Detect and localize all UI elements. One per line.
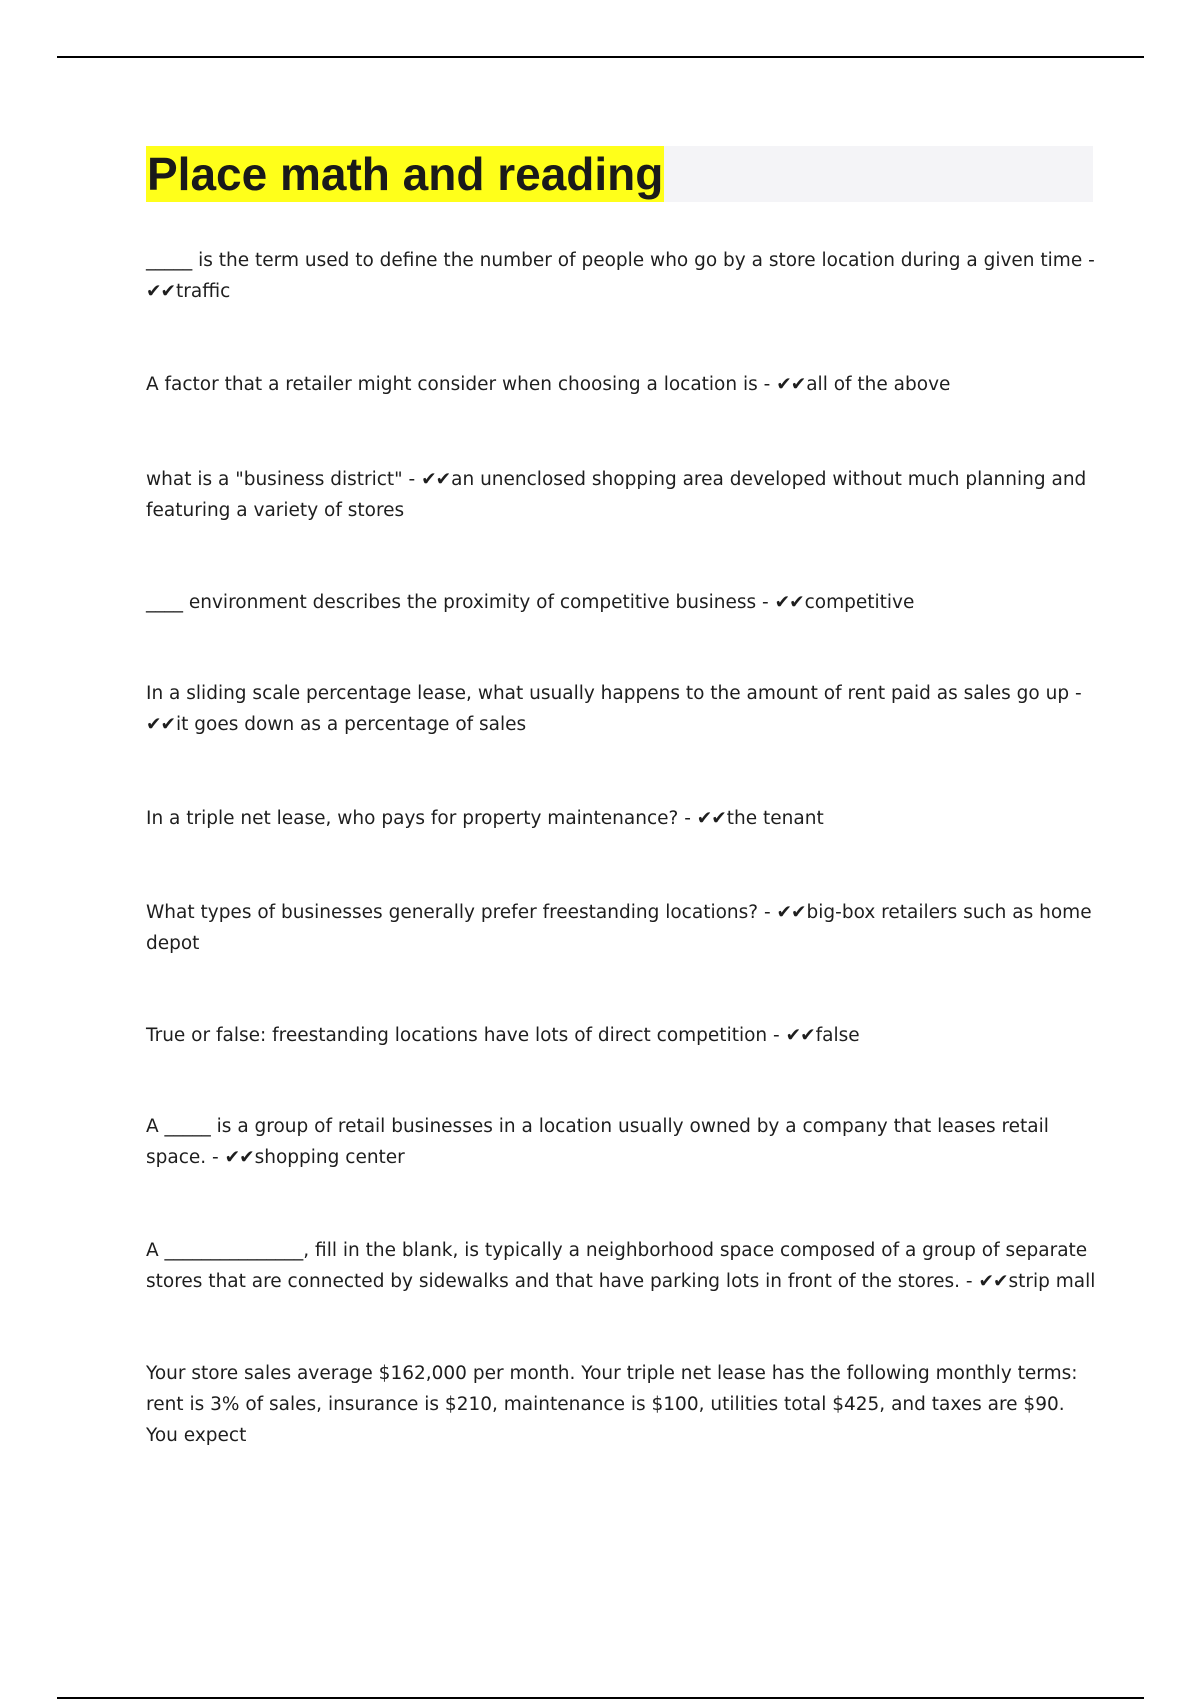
qa-item-7 — [146, 897, 1101, 959]
question-text: In a triple net lease, who pays for property maintenance? - — [146, 808, 697, 829]
qa-item-10 — [146, 1235, 1101, 1297]
qa-item-5 — [146, 678, 1101, 740]
bottom-rule — [57, 1697, 1144, 1699]
answer-text: big-box retailers such as home depot — [146, 902, 1092, 954]
answer-text: all of the above — [806, 374, 951, 395]
question-text: ____ environment describes the proximity of competitive business - — [146, 592, 775, 613]
question-text: _____ is the term used to define the number of people who go by a store location during a given time - — [146, 250, 1095, 271]
top-rule — [57, 56, 1144, 58]
question-text: True or false: freestanding locations have lots of direct competition - — [146, 1025, 786, 1046]
question-text: Your store sales average $162,000 per month. Your triple net lease has the following monthly terms: rent is 3% of sales, insurance is $210, maintenance is $100, utilities total $425, and taxes are $90. You expect — [146, 1363, 1078, 1446]
qa-item-3 — [146, 464, 1101, 526]
question-text: what is a "business district" - — [146, 469, 422, 490]
double-check-icon: ✔✔ — [776, 902, 806, 923]
qa-item-6 — [146, 803, 1101, 834]
answer-text: traffic — [176, 281, 231, 302]
qa-item-4 — [146, 587, 1101, 618]
qa-item-8 — [146, 1020, 1101, 1051]
double-check-icon: ✔✔ — [224, 1147, 254, 1168]
document-title: Place math and reading — [147, 148, 664, 200]
answer-text: shopping center — [254, 1147, 405, 1168]
double-check-icon: ✔✔ — [774, 592, 804, 613]
answer-text: an unenclosed shopping area developed without much planning and featuring a variety of stores — [146, 469, 1087, 521]
answer-text: false — [815, 1025, 860, 1046]
answer-text: it goes down as a percentage of sales — [176, 714, 527, 735]
double-check-icon: ✔✔ — [785, 1025, 815, 1046]
answer-text: the tenant — [726, 808, 824, 829]
question-text: In a sliding scale percentage lease, what usually happens to the amount of rent paid as sales go up - — [146, 683, 1082, 704]
qa-item-9 — [146, 1111, 1101, 1173]
double-check-icon: ✔✔ — [146, 281, 176, 302]
double-check-icon: ✔✔ — [776, 374, 806, 395]
question-text: A _____ is a group of retail businesses in a location usually owned by a company that leases retail space. - — [146, 1116, 1049, 1168]
answer-text: strip mall — [1008, 1271, 1096, 1292]
double-check-icon: ✔✔ — [421, 469, 451, 490]
question-text: A _______________, fill in the blank, is typically a neighborhood space composed of a group of separate stores that are connected by sidewalks and that have parking lots in front of the stores. - — [146, 1240, 1088, 1292]
double-check-icon: ✔✔ — [696, 808, 726, 829]
double-check-icon: ✔✔ — [146, 714, 176, 735]
qa-item-2 — [146, 369, 1101, 400]
qa-item-1 — [146, 245, 1101, 307]
qa-item-11 — [146, 1358, 1101, 1451]
double-check-icon: ✔✔ — [978, 1271, 1008, 1292]
question-text: What types of businesses generally prefer freestanding locations? - — [146, 902, 777, 923]
question-text: A factor that a retailer might consider when choosing a location is - — [146, 374, 777, 395]
answer-text: competitive — [804, 592, 915, 613]
